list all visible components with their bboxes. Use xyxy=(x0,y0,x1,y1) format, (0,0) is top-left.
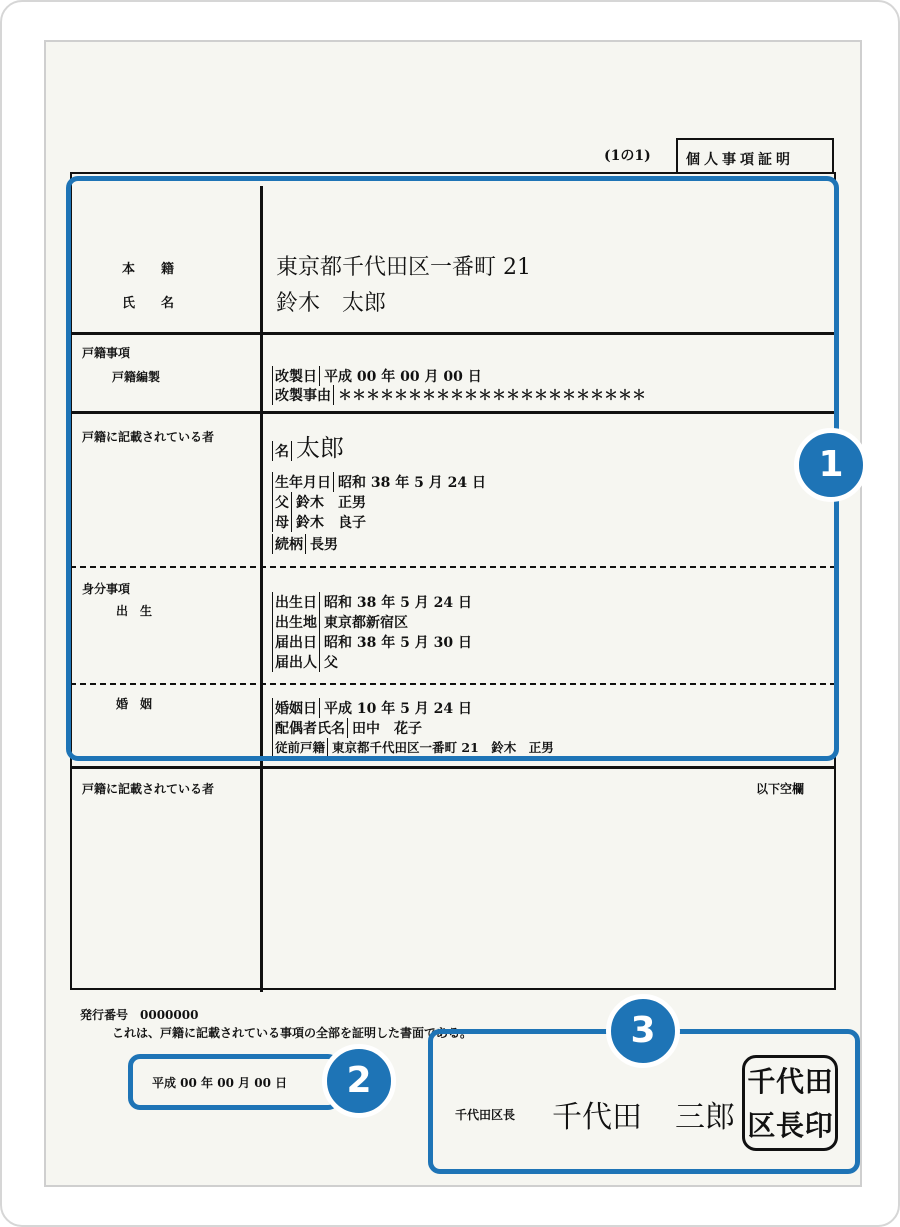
mayor-surname: 千代田 xyxy=(552,1100,642,1135)
kaisei-tag: 改製日 xyxy=(272,366,320,386)
kisai-label: 戸籍に記載されている者 xyxy=(82,430,215,444)
kaisei-jiyu-value: ＊＊＊＊＊＊＊＊＊＊＊＊＊＊＊＊＊＊＊＊＊＊ xyxy=(338,388,646,404)
seal-char: 田 xyxy=(804,1065,833,1098)
juzen-value: 東京都千代田区一番町 21 鈴木 正男 xyxy=(332,740,554,755)
shussei-label: 出 生 xyxy=(116,604,153,618)
certificate-title: 個人事項証明 xyxy=(676,138,834,172)
mother-value: 鈴木 良子 xyxy=(296,515,366,531)
birth-tag: 生年月日 xyxy=(272,472,334,492)
kisai2-label: 戸籍に記載されている者 xyxy=(82,782,215,796)
koninbi-value: 平成 10 年 5 月 24 日 xyxy=(324,701,472,717)
kaisei-jiyu-tag: 改製事由 xyxy=(272,385,334,405)
shusseichi-value: 東京都新宿区 xyxy=(324,615,408,631)
mibun-label: 身分事項 xyxy=(82,582,131,596)
shusseichi-tag: 出生地 xyxy=(272,612,320,632)
name-tag: 名 xyxy=(272,441,292,461)
koseki-hensei-label: 戸籍編製 xyxy=(112,370,161,384)
mayor-title: 千代田区長 xyxy=(455,1108,516,1122)
koninbi-tag: 婚姻日 xyxy=(272,698,320,718)
name-value: 太郎 xyxy=(296,434,344,462)
seal-char: 長 xyxy=(775,1109,804,1142)
todokenin-value: 父 xyxy=(324,655,338,671)
highlight-box-1 xyxy=(66,176,839,761)
juzen-tag: 従前戸籍 xyxy=(272,738,328,756)
honseki-value: 東京都千代田区一番町 21 xyxy=(276,255,531,280)
badge-3: 3 xyxy=(606,994,680,1068)
row-divider xyxy=(70,766,836,769)
certification-statement: これは、戸籍に記載されている事項の全部を証明した書面である。 xyxy=(112,1026,473,1040)
kaisei-value: 平成 00 年 00 月 00 日 xyxy=(324,369,482,385)
father-value: 鈴木 正男 xyxy=(296,495,366,511)
honseki-label: 本 籍 xyxy=(122,262,175,277)
badge-2: 2 xyxy=(322,1044,396,1118)
issue-date: 平成 00 年 00 月 00 日 xyxy=(152,1076,288,1090)
birth-value: 昭和 38 年 5 月 24 日 xyxy=(338,475,486,491)
mayor-given-name: 三郎 xyxy=(675,1100,735,1135)
badge-1: 1 xyxy=(794,428,868,502)
highlight-box-2 xyxy=(128,1054,340,1110)
page-indicator: (1の1) xyxy=(604,148,651,164)
issue-number: 発行番号 0000000 xyxy=(80,1008,199,1022)
seal-char: 千 xyxy=(747,1065,776,1098)
ika-kuuran: 以下空欄 xyxy=(756,782,805,796)
todokede-value: 昭和 38 年 5 月 30 日 xyxy=(324,635,472,651)
relation-tag: 続柄 xyxy=(272,534,306,554)
seal-char: 区 xyxy=(747,1109,776,1142)
haigusha-value: 田中 花子 xyxy=(352,721,422,737)
haigusha-tag: 配偶者氏名 xyxy=(272,718,348,738)
konin-label: 婚 姻 xyxy=(116,697,153,711)
shimei-label: 氏 名 xyxy=(122,296,175,311)
shusseibi-value: 昭和 38 年 5 月 24 日 xyxy=(324,595,472,611)
shimei-value: 鈴木 太郎 xyxy=(276,291,387,316)
mother-tag: 母 xyxy=(272,512,292,532)
koseki-jiko-label: 戸籍事項 xyxy=(82,346,131,360)
relation-value: 長男 xyxy=(310,537,338,553)
todokede-tag: 届出日 xyxy=(272,632,320,652)
seal-char: 印 xyxy=(804,1109,833,1142)
todokenin-tag: 届出人 xyxy=(272,652,320,672)
father-tag: 父 xyxy=(272,492,292,512)
seal-char: 代 xyxy=(775,1065,804,1098)
shusseibi-tag: 出生日 xyxy=(272,592,320,612)
